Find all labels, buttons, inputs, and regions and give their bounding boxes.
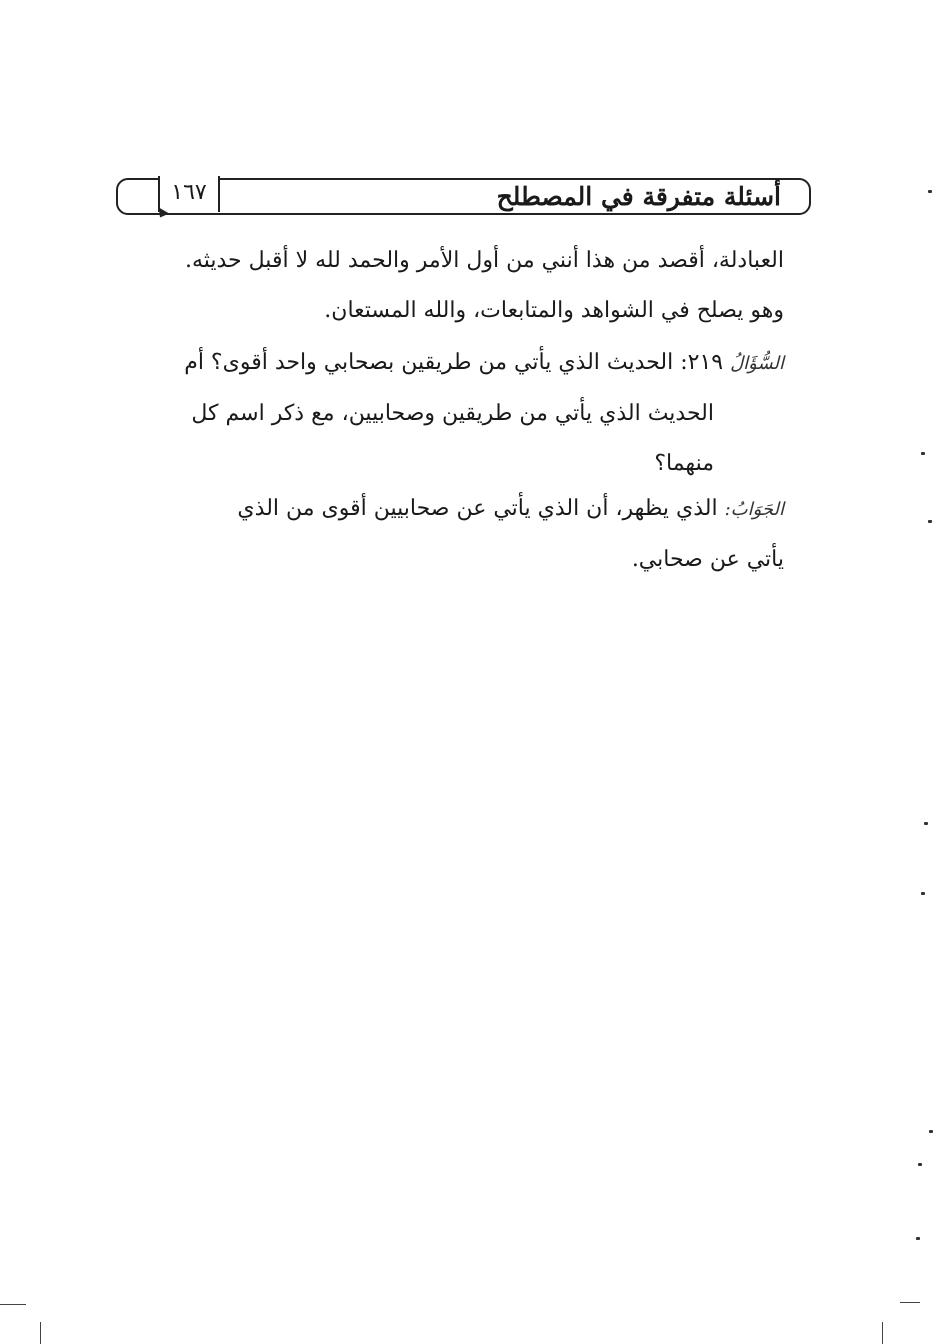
question-line-2: الحديث الذي يأتي من طريقين وصحابيين، مع ذكر اسم كل <box>191 401 714 426</box>
answer-paragraph <box>130 484 784 585</box>
question-line-3: منهما؟ <box>654 451 714 476</box>
scan-speck <box>928 190 932 193</box>
question-text: الحديث الذي يأتي من طريقين بصحابي واحد أقوى؟ أم <box>184 350 674 375</box>
question-paragraph <box>130 338 784 489</box>
scan-edge-line <box>882 1322 883 1344</box>
running-header <box>116 178 811 215</box>
question-line-1 <box>130 338 784 389</box>
question-label: السُّؤَالُ <box>730 353 784 374</box>
answer-label: الجَوَابُ: <box>724 499 784 520</box>
page-number-box <box>158 176 220 212</box>
header-title: أسئلة متفرقة في المصطلح <box>496 182 781 211</box>
text-line: العبادلة، أقصد من هذا أنني من أول الأمر والحمد لله لا أقبل حديثه. <box>184 248 784 273</box>
scan-speck <box>921 892 925 895</box>
page-number: ١٦٧ <box>171 180 207 205</box>
scan-edge-line <box>900 1302 920 1303</box>
scan-speck <box>924 822 928 825</box>
answer-line-2: يأتي عن صحابي. <box>631 547 784 572</box>
text-line: وهو يصلح في الشواهد والمتابعات، والله المستعان. <box>324 298 784 323</box>
answer-line-1 <box>130 484 784 535</box>
scan-speck <box>921 452 925 455</box>
scan-speck <box>918 1163 922 1166</box>
scan-speck <box>916 1237 920 1240</box>
answer-text: الذي يظهر، أن الذي يأتي عن صحابيين أقوى من الذي <box>237 496 718 521</box>
paragraph-continuation <box>130 236 784 336</box>
scan-speck <box>929 1130 933 1133</box>
question-number: ٢١٩: <box>680 350 724 375</box>
scan-edge-line <box>0 1304 26 1305</box>
scan-speck <box>928 520 932 523</box>
scan-edge-line <box>40 1322 41 1344</box>
